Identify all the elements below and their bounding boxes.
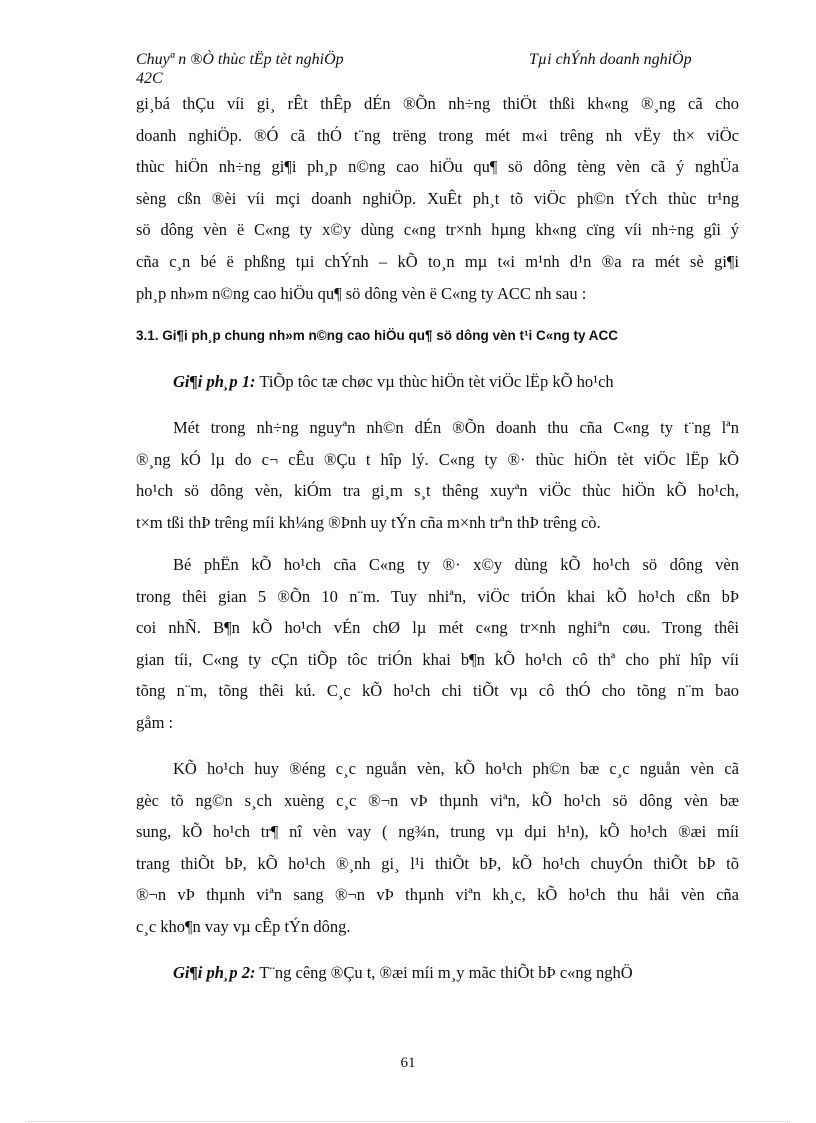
solution-2-text: T¨ng cêng ®Çu t, ®æi míi m¸y mãc thiÕt bÞ c«ng nghÖ xyxy=(255,963,633,982)
section-heading: 3.1. Gi¶i ph¸p chung nh»m n©ng cao hiÖu qu¶ sö dông vèn t¹i C«ng ty ACC xyxy=(136,328,618,343)
page-number: 61 xyxy=(400,1055,416,1071)
text-line: gåm : xyxy=(136,712,174,732)
text-line: trong thêi gian 5 ®Õn 10 n¨m. Tuy nhiªn, viÖc triÓn khai kÕ ho¹ch cßn bÞ xyxy=(136,586,739,606)
solution-2-heading xyxy=(173,963,739,983)
text-line: c¸c kho¶n vay vµ cÊp tÝn dông. xyxy=(136,916,351,936)
header-left-title-line2: 42C xyxy=(136,70,163,87)
paragraph-3 xyxy=(136,753,739,943)
solution-1-heading xyxy=(173,372,739,392)
text-line: gian tíi, C«ng ty cÇn tiÕp tôc triÓn khai b¶n kÕ ho¹ch cô thª cho phï hîp víi xyxy=(136,649,739,669)
solution-1-label: Gi¶i ph¸p 1: xyxy=(173,372,256,391)
text-line: trang thiÕt bÞ, kÕ ho¹ch ®¸nh gi¸ l¹i thiÕt bÞ, kÕ ho¹ch chuyÓn thiÕt bÞ tõ xyxy=(136,853,739,873)
text-line: ho¹ch sö dông vèn, kiÓm tra gi¸m s¸t thêng xuyªn viÖc thùc hiÖn kÕ ho¹ch, xyxy=(136,481,739,501)
text-line: sèng cßn ®èi víi mçi doanh nghiÖp. XuÊt ph¸t tõ viÖc ph©n tÝch thùc tr¹ng xyxy=(136,188,739,208)
solution-1-text: TiÕp tôc tæ chøc vµ thùc hiÖn tèt viÖc lËp kÕ ho¹ch xyxy=(255,372,614,391)
intro-paragraph xyxy=(136,88,739,309)
header-right-title: Tµi chÝnh doanh nghiÖp xyxy=(529,51,692,68)
text-line: Mét trong nh÷ng nguyªn nh©n dÉn ®Õn doanh thu cña C«ng ty t¨ng lªn xyxy=(173,418,739,437)
text-line: doanh nghiÖp. ®Ó cã thÓ t¨ng trëng trong mét m«i trêng nh vËy th× viÖc xyxy=(136,125,739,145)
text-line: KÕ ho¹ch huy ®éng c¸c nguån vèn, kÕ ho¹ch ph©n bæ c¸c nguån vèn cã xyxy=(173,759,739,778)
text-line: sö dông vèn ë C«ng ty x©y dùng c«ng tr×nh hµng kh«ng cïng víi nh÷ng gîi ý xyxy=(136,220,739,240)
text-line: sung, kÕ ho¹ch tr¶ nî vèn vay ( ng¾n, trung vµ dµi h¹n), kÕ ho¹ch ®æi míi xyxy=(136,822,739,842)
header-left-title: Chuyª n ®Ò thùc tËp tèt nghiÖp xyxy=(136,51,344,68)
text-line: ®¬n vÞ thµnh viªn sang ®¬n vÞ thµnh viªn kh¸c, kÕ ho¹ch thu håi vèn cña xyxy=(136,885,739,905)
page-bottom-divider xyxy=(28,1121,788,1122)
text-line: t×m tßi thÞ trêng míi kh¼ng ®Þnh uy tÝn cña m×nh trªn thÞ trêng cò. xyxy=(136,512,601,532)
text-line: ph¸p nh»m n©ng cao hiÖu qu¶ sö dông vèn ë C«ng ty ACC nh sau : xyxy=(136,283,587,303)
text-line: Bé phËn kÕ ho¹ch cña C«ng ty ®· x©y dùng kÕ ho¹ch sö dông vèn xyxy=(173,555,739,574)
text-line: thùc hiÖn nh÷ng gi¶i ph¸p n©ng cao hiÖu qu¶ sö dông tèng vèn cã ý nghÜa xyxy=(136,157,739,177)
solution-2-label: Gi¶i ph¸p 2: xyxy=(173,963,256,982)
text-line: coi nhÑ. B¶n kÕ ho¹ch vÉn chØ lµ mét c«ng tr×nh nghiªn cøu. Trong thêi xyxy=(136,618,739,638)
text-line: ®¸ng kÓ lµ do c¬ cÊu ®Çu t hîp lý. C«ng ty ®· thùc hiÖn tèt viÖc lËp kÕ xyxy=(136,449,739,469)
text-line: tõng n¨m, tõng thêi kú. C¸c kÕ ho¹ch chi tiÕt vµ cô thÓ cho tõng n¨m bao xyxy=(136,681,739,701)
paragraph-2 xyxy=(136,549,739,739)
text-line: cña c¸n bé ë phßng tµi chÝnh – kÕ to¸n mµ t«i m¹nh d¹n ®a ra mét sè gi¶i xyxy=(136,251,739,271)
paragraph-1 xyxy=(136,412,739,538)
text-line: gi¸bá thÇu víi gi¸ rÊt thÊp dÉn ®Õn nh÷ng thiÖt thßi kh«ng ®¸ng cã cho xyxy=(136,94,739,113)
text-line: gèc tõ ng©n s¸ch xuèng c¸c ®¬n vÞ thµnh viªn, kÕ ho¹ch sö dông vèn bæ xyxy=(136,790,739,810)
